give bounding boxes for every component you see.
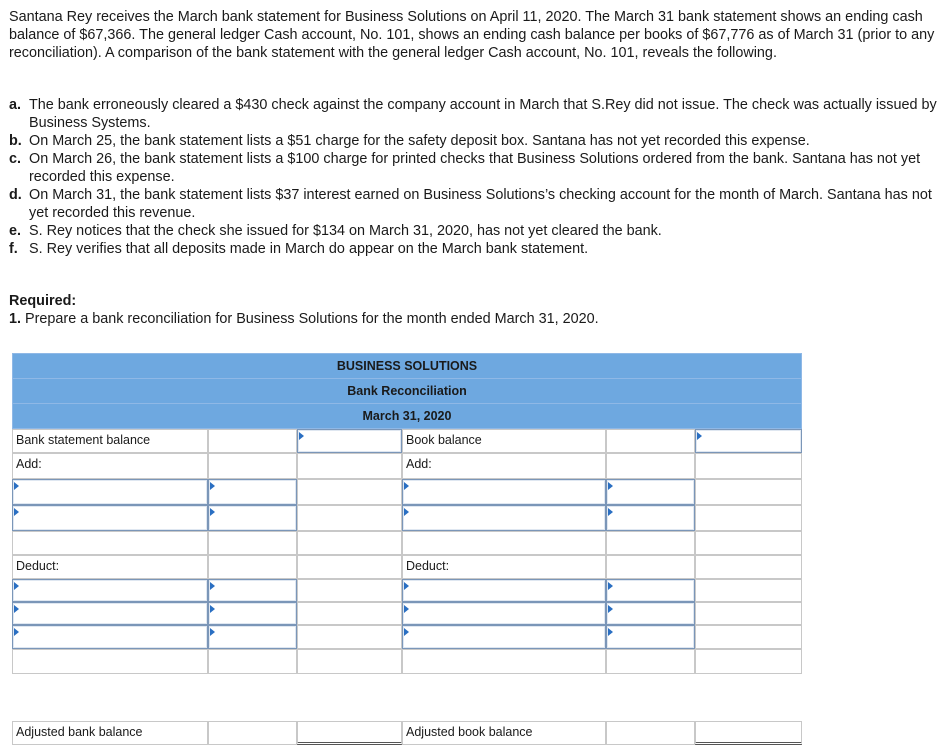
item-label: c. [9,151,22,167]
list-item [9,96,939,132]
list-item [9,240,939,258]
book-deduct-total-cell [695,649,802,674]
blank-cell [208,453,297,479]
blank-cell [297,555,402,579]
list-item [9,186,939,222]
blank-cell [606,649,695,674]
adjusted-bank-balance-amount [297,721,402,745]
blank-cell [297,602,402,625]
blank-cell [402,649,606,674]
blank-cell [402,531,606,555]
adjusted-book-balance-label: Adjusted book balance [402,721,606,745]
item-text: On March 25, the bank statement lists a $51 charge for the safety deposit box. Santana has not yet recorded this expense. [29,133,810,149]
blank-cell [12,531,208,555]
bank-add-1-description-input[interactable] [12,479,208,505]
item-text: S. Rey notices that the check she issued for $134 on March 31, 2020, has not yet cleared the bank. [29,223,662,239]
facts-list [9,96,939,258]
item-text: S. Rey verifies that all deposits made in March do appear on the March bank statement. [29,241,589,257]
company-name: BUSINESS SOLUTIONS [12,353,802,379]
blank-cell [208,531,297,555]
adjusted-bank-balance-label: Adjusted bank balance [12,721,208,745]
item-text: On March 26, the bank statement lists a $100 charge for printed checks that Business Solutions ordered from the bank. Santana has not yet recorded this expense. [29,151,921,185]
bank-add-label: Add: [12,453,208,479]
required-heading: Required: [9,293,77,309]
item-label: a. [9,97,22,113]
book-deduct-label: Deduct: [402,555,606,579]
blank-cell [606,721,695,745]
question-text: Prepare a bank reconciliation for Business Solutions for the month ended March 31, 2020. [25,311,599,327]
bank-deduct-1-amount-input[interactable] [208,579,297,602]
blank-cell [297,479,402,505]
book-deduct-3-description-input[interactable] [402,625,606,649]
blank-cell [606,429,695,453]
item-text: The bank erroneously cleared a $430 check against the company account in March that S.Rey did not issue. The check was actually issued by Business Systems. [29,97,937,131]
item-text: On March 31, the bank statement lists $37 interest earned on Business Solutions’s checking account for the month of March. Santana has not yet recorded this revenue. [29,187,932,221]
blank-cell [297,625,402,649]
reconciliation-grid [12,429,802,749]
item-label: d. [9,187,22,203]
bank-add-2-description-input[interactable] [12,505,208,531]
item-label: b. [9,133,22,149]
required-section [9,292,599,328]
blank-cell [695,505,802,531]
blank-cell [606,453,695,479]
statement-date: March 31, 2020 [12,404,802,429]
blank-cell [208,429,297,453]
blank-cell [297,579,402,602]
blank-cell [208,555,297,579]
question-number: 1. [9,311,22,327]
blank-cell [297,453,402,479]
book-add-1-description-input[interactable] [402,479,606,505]
bank-balance-label: Bank statement balance [12,429,208,453]
bank-deduct-3-amount-input[interactable] [208,625,297,649]
book-subtotal-cell [695,531,802,555]
statement-title: Bank Reconciliation [12,379,802,404]
bank-deduct-total-cell [297,649,402,674]
blank-cell [606,531,695,555]
blank-cell [695,602,802,625]
blank-cell [208,721,297,745]
adjusted-book-balance-amount [695,721,802,745]
blank-cell [208,649,297,674]
blank-cell [12,649,208,674]
problem-intro: Santana Rey receives the March bank statement for Business Solutions on April 11, 2020. The March 31 bank statement shows an ending cash balance of $67,366. The general ledger Cash account, No. 101, shows an ending cash balance per books of $67,776 as of March 31 (prior to any reconciliation). A comparison of the bank statement with the general ledger Cash account, No. 101, reveals the following. [9,9,935,61]
book-add-1-amount-input[interactable] [606,479,695,505]
book-deduct-2-description-input[interactable] [402,602,606,625]
bank-deduct-3-description-input[interactable] [12,625,208,649]
book-add-2-amount-input[interactable] [606,505,695,531]
list-item [9,132,939,150]
bank-add-2-amount-input[interactable] [208,505,297,531]
book-balance-label: Book balance [402,429,606,453]
bank-deduct-label: Deduct: [12,555,208,579]
required-question-1 [9,310,599,328]
blank-cell [695,555,802,579]
item-label: e. [9,223,22,239]
book-add-label: Add: [402,453,606,479]
blank-cell [695,625,802,649]
list-item [9,222,939,240]
blank-cell [695,479,802,505]
blank-cell [695,453,802,479]
book-deduct-2-amount-input[interactable] [606,602,695,625]
book-add-2-description-input[interactable] [402,505,606,531]
bank-deduct-2-amount-input[interactable] [208,602,297,625]
blank-cell [695,579,802,602]
book-balance-amount-input[interactable] [695,429,802,453]
bank-deduct-1-description-input[interactable] [12,579,208,602]
bank-reconciliation-form [12,353,802,749]
blank-cell [297,505,402,531]
blank-cell [606,555,695,579]
bank-subtotal-cell [297,531,402,555]
bank-balance-amount-input[interactable] [297,429,402,453]
book-deduct-3-amount-input[interactable] [606,625,695,649]
list-item [9,150,939,186]
book-deduct-1-amount-input[interactable] [606,579,695,602]
item-label: f. [9,241,18,257]
bank-add-1-amount-input[interactable] [208,479,297,505]
book-deduct-1-description-input[interactable] [402,579,606,602]
bank-deduct-2-description-input[interactable] [12,602,208,625]
